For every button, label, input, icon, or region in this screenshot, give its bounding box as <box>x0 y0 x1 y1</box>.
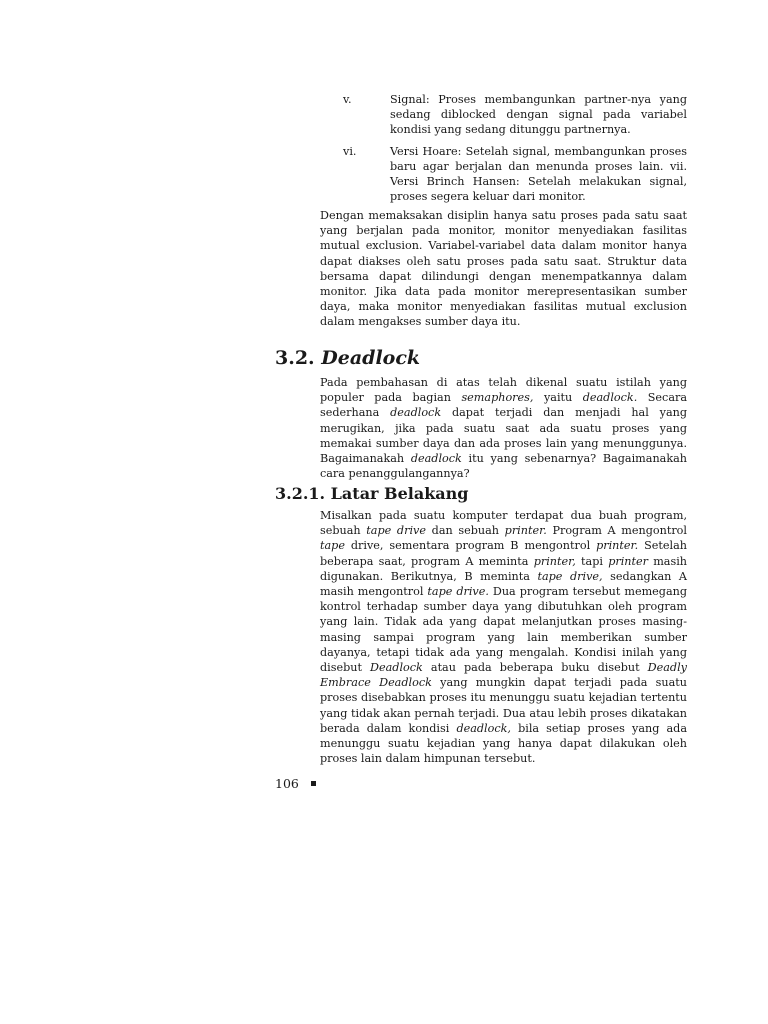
paragraph-latar-belakang: Misalkan pada suatu komputer terdapat dua buah program, sebuah tape drive dan sebuah printer. Program A mengontrol tape drive, sementara program B mengontrol printer. Setelah beberapa saat, program A meminta printer, tapi printer masih digunakan. Berikutnya, B meminta tape drive, sedangkan A masih mengontrol tape drive. Dua program tersebut memegang kontrol terhadap sumber daya yang dibutuhkan oleh program yang lain. Tidak ada yang dapat melanjutkan proses masing-masing sampai program yang lain memberikan sumber dayanya, tetapi tidak ada yang mengalah. Kondisi inilah yang disebut Deadlock atau pada beberapa buku disebut Deadly Embrace Deadlock yang mungkin dapat terjadi pada suatu proses disebabkan proses itu menunggu suatu kejadian tertentu yang tidak akan pernah terjadi. Dua atau lebih proses dikatakan berada dalam kondisi deadlock, bila setiap proses yang ada menunggu suatu kejadian yang hanya dapat dilakukan oleh proses lain dalam himpunan tersebut. <box>320 509 688 766</box>
list-item <box>343 92 687 138</box>
list-item-number: vi. <box>343 144 357 158</box>
square-bullet-icon <box>311 781 316 786</box>
list-item-text: Versi Hoare: Setelah signal, membangunkan proses baru agar berjalan dan menunda proses lain. vii. Versi Brinch Hansen: Setelah melakukan signal, proses segera keluar dari monitor. <box>390 144 687 204</box>
list-item-number: v. <box>343 93 352 106</box>
section-heading <box>275 346 420 370</box>
subsection-heading: 3.2.1. Latar Belakang <box>275 484 469 503</box>
paragraph-deadlock-intro: Pada pembahasan di atas telah dikenal suatu istilah yang populer pada bagian semaphores, yaitu deadlock. Secara sederhana deadlock dapat terjadi dan menjadi hal yang merugikan, jika pada suatu saat ada suatu proses yang memakai sumber daya dan ada proses lain yang menunggunya. Bagaimanakah deadlock itu yang sebenarnya? Bagaimanakah cara penanggulangannya? <box>320 376 688 481</box>
section-number: 3.2. <box>275 347 315 369</box>
page-footer <box>275 776 316 791</box>
numbered-list <box>343 92 687 210</box>
list-item-text: Signal: Proses membangunkan partner-nya yang sedang diblocked dengan signal pada variabel kondisi yang sedang ditunggu partnernya. <box>390 93 687 137</box>
paragraph-monitor: Dengan memaksakan disiplin hanya satu proses pada satu saat yang berjalan pada monitor, monitor menyediakan fasilitas mutual exclusion. Variabel-variabel data dalam monitor hanya dapat diakses oleh satu proses pada satu saat. Struktur data bersama dapat dilindungi dengan menempatkannya dalam monitor. Jika data pada monitor merepresentasikan sumber daya, maka monitor menyediakan fasilitas mutual exclusion dalam mengakses sumber daya itu. <box>320 209 687 329</box>
list-item <box>343 144 687 205</box>
section-title: Deadlock <box>321 347 421 369</box>
page-number: 106 <box>275 776 299 791</box>
